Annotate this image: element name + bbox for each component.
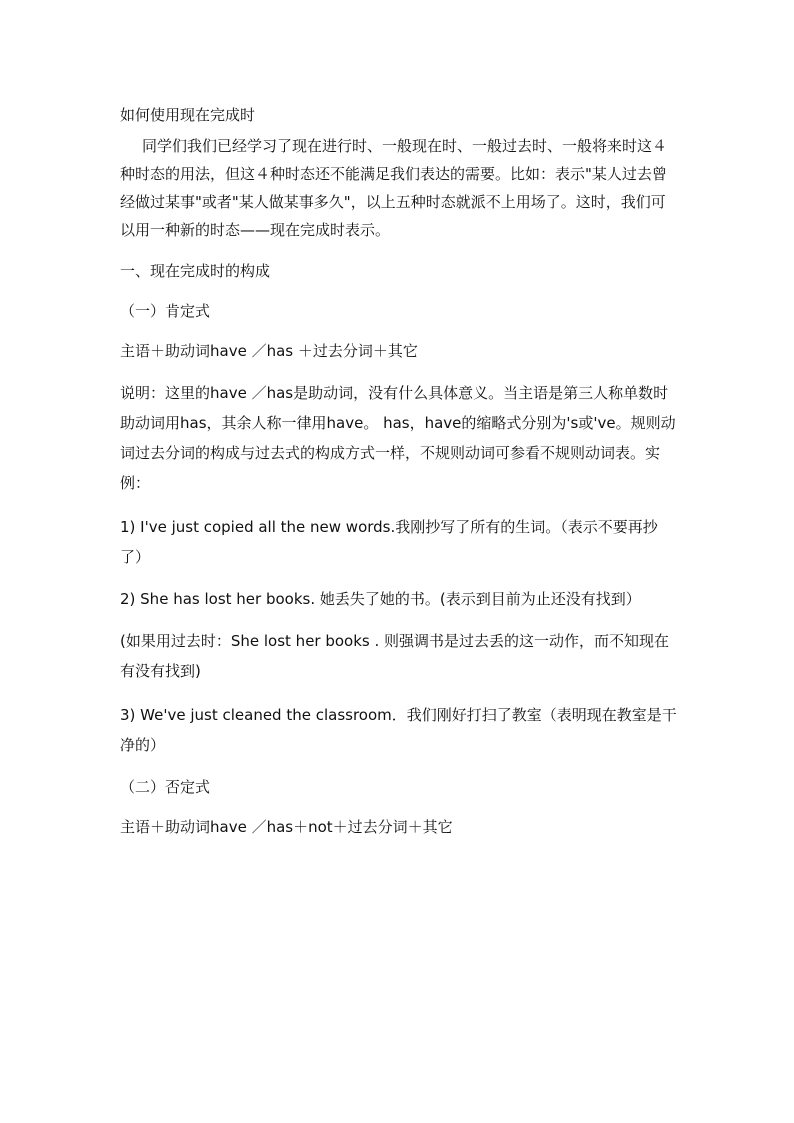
example-1: 1) I've just copied all the new words.我刚抄写了所有的生词。（表示不要再抄了） (120, 518, 658, 566)
example-2: 2) She has lost her books. 她丢失了她的书。(表示到目前为止还没有找到） (120, 590, 641, 608)
subheading-negative: （二）否定式 (120, 778, 211, 796)
example-2-note: (如果用过去时：She lost her books . 则强调书是过去丢的这一动作，而不知现在有没有找到) (120, 632, 670, 680)
explanation-paragraph: 说明：这里的have ／has是助动词，没有什么具体意义。当主语是第三人称单数时助动词用has，其余人称一律用have。 has，have的缩略式分别为's或've。规则动词过去分词的构成与过去式的构成方式一样，不规则动词可参看不规则动词表。实例： (120, 384, 676, 492)
subheading-affirmative: （一）肯定式 (120, 302, 211, 320)
formula-affirmative: 主语＋助动词have ／has ＋过去分词＋其它 (120, 342, 418, 360)
document-title: 如何使用现在完成时 (120, 106, 256, 124)
example-3: 3) We've just cleaned the classroom．我们刚好打扫了教室（表明现在教室是干净的） (120, 706, 677, 754)
intro-paragraph: 同学们我们已经学习了现在进行时、一般现在时、一般过去时、一般将来时这４种时态的用法，但这４种时态还不能满足我们表达的需要。比如：表示"某人过去曾经做过某事"或者"某人做某事多久"，以上五种时态就派不上用场了。这时，我们可以用一种新的时态——现在完成时表示。 (120, 137, 668, 239)
formula-negative: 主语＋助动词have ／has＋not＋过去分词＋其它 (120, 818, 453, 836)
section-heading-composition: 一、现在完成时的构成 (120, 262, 271, 280)
document-page (120, 102, 680, 840)
